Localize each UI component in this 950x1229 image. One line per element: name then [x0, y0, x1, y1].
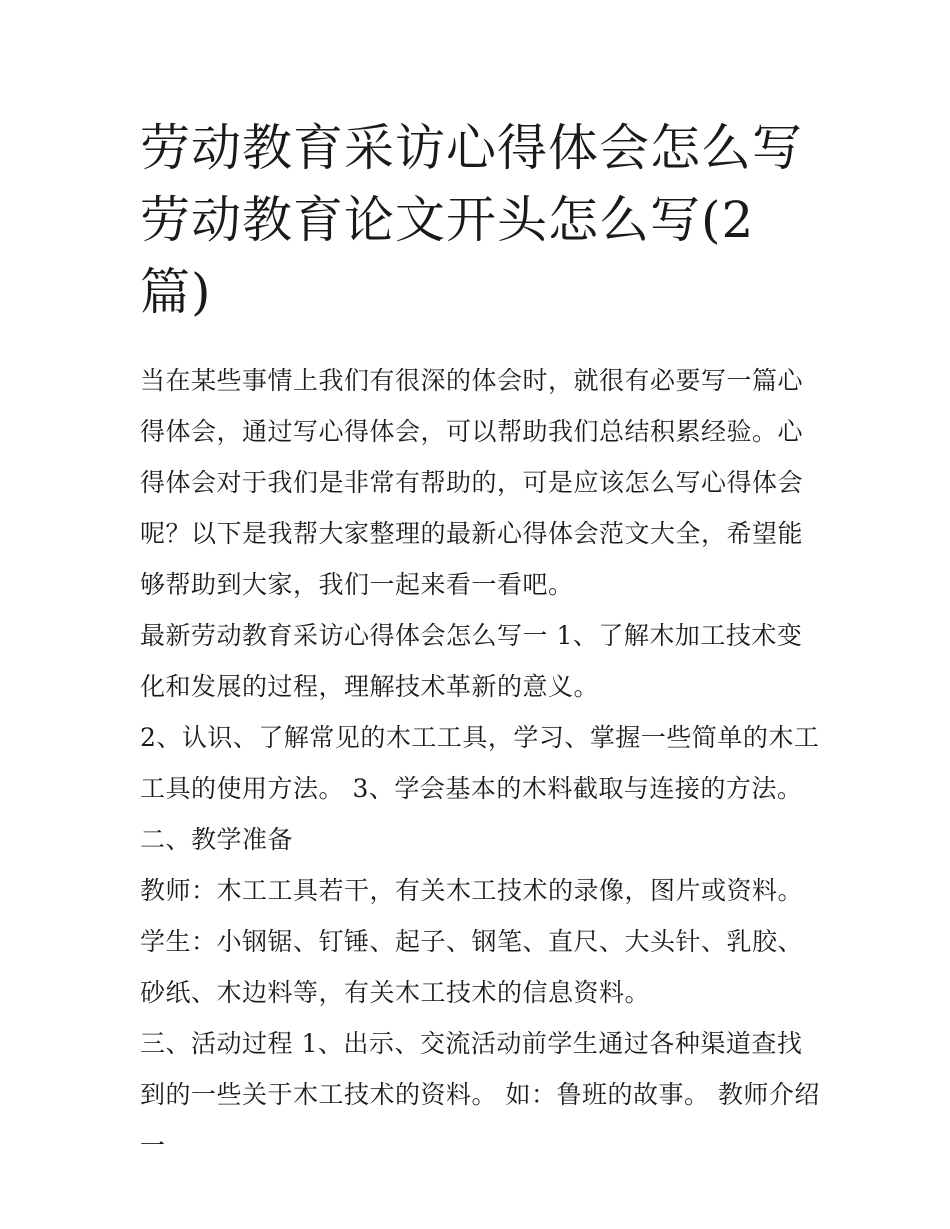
paragraph-intro: 当在某些事情上我们有很深的体会时，就很有必要写一篇心得体会，通过写心得体会，可以帮助我们总结积累经验。心得体会对于我们是非常有帮助的，可是应该怎么写心得体会呢？以下是我帮大家整理的最新心得体会范文大全，希望能够帮助到大家，我们一起来看一看吧。 — [140, 366, 804, 599]
document-body — [140, 355, 820, 1171]
paragraph-objective-2-3: 2、认识、了解常见的木工工具，学习、掌握一些简单的木工工具的使用方法。 3、学会基本的木料截取与连接的方法。 — [140, 723, 820, 803]
paragraph-student-prep: 学生：小钢锯、钉锤、起子、钢笔、直尺、大头针、乳胶、砂纸、木边料等，有关木工技术的信息资料。 — [140, 927, 804, 1007]
section-heading-preparation: 二、教学准备 — [140, 825, 294, 854]
paragraph-teacher-prep: 教师：木工工具若干，有关木工技术的录像，图片或资料。 — [140, 876, 804, 905]
paragraph-objective-1: 最新劳动教育采访心得体会怎么写一 1、了解木加工技术变化和发展的过程，理解技术革新的意义。 — [140, 621, 803, 701]
document-title: 劳动教育采访心得体会怎么写 劳动教育论文开头怎么写(2篇) — [140, 119, 803, 321]
paragraph-activity-process: 三、活动过程 1、出示、交流活动前学生通过各种渠道查找到的一些关于木工技术的资料。 如：鲁班的故事。 教师介绍一 — [140, 1029, 820, 1160]
